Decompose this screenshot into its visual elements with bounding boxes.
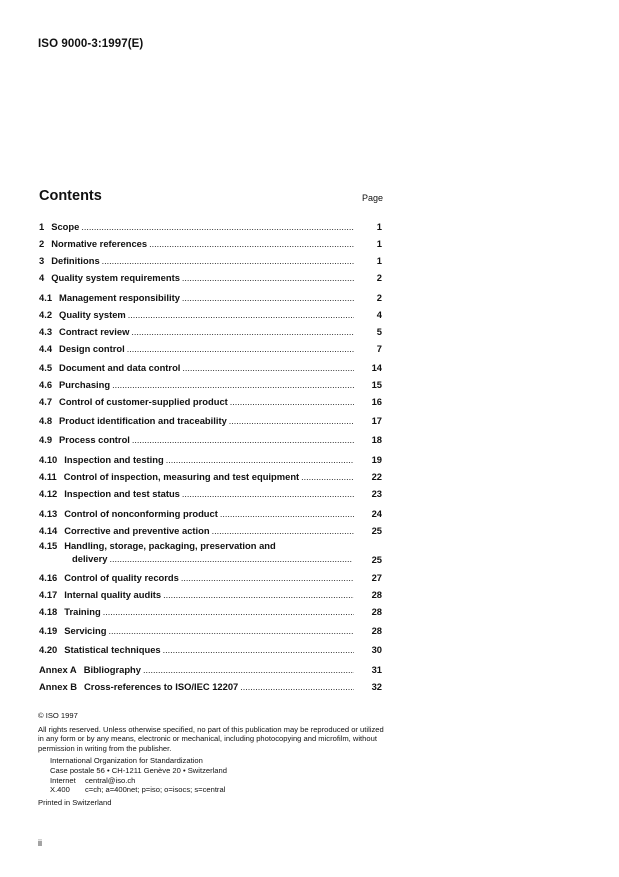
toc-entry-title: Purchasing [59, 379, 111, 390]
toc-entry-page: 25 [371, 525, 382, 536]
toc-entry-number: 4.18 [39, 606, 58, 617]
toc-entry-page: 1 [376, 238, 382, 249]
toc-entry-number: 4.15 [39, 540, 58, 551]
toc-entry-title: Control of nonconforming product [64, 508, 218, 519]
toc-entry-page: 28 [371, 589, 382, 600]
toc-entry-page: 24 [371, 508, 382, 519]
toc-entry-number: 4 [39, 272, 45, 283]
toc-entry-number: 4.1 [39, 292, 53, 303]
toc-entry-page: 1 [376, 255, 382, 266]
toc-entry-number: 4.16 [39, 572, 58, 583]
toc-entry-page: 28 [371, 606, 382, 617]
toc-entry[interactable] [39, 679, 382, 693]
x400-address: c=ch; a=400net; p=iso; o=isocs; s=central [85, 785, 226, 795]
toc-leader-dots [143, 664, 354, 676]
toc-entry-number: 1 [39, 221, 45, 232]
toc-entry[interactable] [39, 469, 382, 483]
toc-entry-number: 3 [39, 255, 45, 266]
toc-entry-title: Design control [59, 343, 125, 354]
toc-leader-dots [182, 488, 354, 500]
toc-entry-number: 4.2 [39, 309, 53, 320]
toc-entry-page: 30 [371, 644, 382, 655]
toc-leader-dots [182, 362, 354, 374]
toc-entry[interactable] [39, 360, 382, 374]
toc-entry-title: Statistical techniques [64, 644, 161, 655]
toc-entry-number: 4.17 [39, 589, 58, 600]
toc-entry-page: 2 [376, 272, 382, 283]
toc-entry[interactable] [39, 523, 382, 537]
toc-entry-page: 23 [371, 488, 382, 499]
toc-leader-dots [229, 415, 354, 427]
organization-address [50, 756, 388, 794]
toc-entry-page: 25 [371, 554, 382, 565]
toc-entry-title: Inspection and test status [64, 488, 180, 499]
toc-leader-dots [163, 644, 354, 656]
toc-entry[interactable] [39, 270, 382, 284]
toc-entry-number: 4.20 [39, 644, 58, 655]
toc-entry[interactable] [39, 432, 382, 446]
toc-entry-number: 4.9 [39, 434, 53, 445]
toc-entry-title: Cross-references to ISO/IEC 12207 [84, 681, 239, 692]
toc-leader-dots [182, 272, 354, 284]
toc-entry-page: 1 [376, 221, 382, 232]
toc-entry-number: Annex B [39, 681, 78, 692]
toc-entry-title-continued: delivery [72, 553, 108, 564]
toc-entry-number: 4.4 [39, 343, 53, 354]
toc-entry-number: Annex A [39, 664, 77, 675]
toc-entry-title: Normative references [51, 238, 148, 249]
toc-entry[interactable] [39, 587, 382, 601]
toc-entry-title: Definitions [51, 255, 100, 266]
toc-entry-page: 28 [371, 625, 382, 636]
toc-entry-number: 4.3 [39, 326, 53, 337]
toc-leader-dots [127, 343, 354, 355]
toc-entry-title: Training [64, 606, 101, 617]
toc-leader-dots [102, 255, 354, 267]
toc-entry-page: 22 [371, 471, 382, 482]
toc-entry-page: 27 [371, 572, 382, 583]
toc-entry-page: 4 [376, 309, 382, 320]
toc-entry-number: 4.5 [39, 362, 53, 373]
x400-label: X.400 [50, 785, 70, 795]
toc-entry-page: 17 [371, 415, 382, 426]
org-postal-address: Case postale 56 • CH-1211 Genève 20 • Switzerland [50, 765, 227, 775]
contents-heading: Contents [39, 188, 102, 204]
toc-leader-dots [81, 221, 354, 233]
toc-entry[interactable] [39, 413, 382, 427]
org-name: International Organization for Standardization [50, 756, 203, 766]
copyright-line: © ISO 1997 [38, 711, 78, 720]
toc-entry-page: 14 [371, 362, 382, 373]
toc-entry[interactable] [39, 341, 382, 355]
toc-entry-page: 16 [371, 396, 382, 407]
toc-entry-title: Quality system requirements [51, 272, 180, 283]
page-column-label: Page [362, 193, 384, 203]
toc-entry-title: Product identification and traceability [59, 415, 227, 426]
toc-entry-title: Control of customer-supplied product [59, 396, 228, 407]
toc-leader-dots [220, 508, 354, 520]
toc-entry-title: Contract review [59, 326, 130, 337]
toc-entry-number: 4.13 [39, 508, 58, 519]
toc-entry-number: 4.12 [39, 488, 58, 499]
toc-leader-dots [112, 379, 354, 391]
copyright-block [38, 711, 388, 807]
toc-entry[interactable] [39, 570, 382, 584]
toc-leader-dots [240, 681, 354, 693]
toc-entry-title: Process control [59, 434, 130, 445]
toc-entry-page: 15 [371, 379, 382, 390]
toc-entry-page: 5 [376, 326, 382, 337]
toc-leader-dots [108, 625, 354, 637]
toc-entry-title: Control of inspection, measuring and test equipment [63, 471, 300, 482]
toc-entry-title: Servicing [64, 625, 107, 636]
toc-entry-title: Management responsibility [59, 292, 180, 303]
toc-entry[interactable] [39, 236, 382, 250]
toc-entry-number: 4.11 [39, 471, 57, 482]
toc-entry-number: 4.10 [39, 454, 58, 465]
toc-leader-dots [109, 553, 352, 565]
toc-entry[interactable] [39, 452, 382, 466]
toc-entry-number: 4.19 [39, 625, 58, 636]
toc-entry-page: 31 [371, 664, 382, 675]
toc-entry[interactable] [39, 219, 382, 233]
internet-address: central@iso.ch [85, 775, 136, 785]
toc-leader-dots [182, 292, 354, 304]
internet-label: Internet [50, 775, 76, 785]
toc-leader-dots [131, 326, 354, 338]
toc-entry[interactable] [39, 307, 382, 321]
toc-entry[interactable] [39, 623, 382, 637]
toc-entry-page: 19 [371, 454, 382, 465]
toc-leader-dots [166, 454, 354, 466]
toc-entry[interactable] [39, 662, 382, 676]
toc-leader-dots [128, 309, 354, 321]
toc-entry-title: Bibliography [83, 664, 141, 675]
toc-entry-page: 32 [371, 681, 382, 692]
toc-leader-dots [103, 606, 354, 618]
toc-leader-dots [230, 396, 354, 408]
toc-entry-title: Scope [51, 221, 80, 232]
toc-entry-title: Document and data control [59, 362, 181, 373]
toc-leader-dots [132, 434, 354, 446]
toc-entry-page: 2 [376, 292, 382, 303]
page-number: ii [38, 838, 42, 848]
toc-entry[interactable] [39, 604, 382, 618]
toc-entry-number: 4.14 [39, 525, 58, 536]
toc-entry[interactable] [39, 540, 382, 566]
toc-entry-title: Control of quality records [64, 572, 179, 583]
toc-entry[interactable] [39, 377, 382, 391]
toc-entry[interactable] [39, 642, 382, 656]
toc-entry[interactable] [39, 324, 382, 338]
toc-entry-title: Handling, storage, packaging, preservation and [64, 540, 276, 551]
toc-leader-dots [149, 238, 354, 250]
toc-entry[interactable] [39, 253, 382, 267]
document-id-header: ISO 9000-3:1997(E) [38, 38, 144, 50]
printed-in: Printed in Switzerland [38, 797, 112, 807]
toc-entry-page: 7 [376, 343, 382, 354]
toc-entry-number: 4.6 [39, 379, 53, 390]
toc-entry[interactable] [39, 506, 382, 520]
toc-entry-title: Quality system [59, 309, 126, 320]
toc-entry-title: Internal quality audits [64, 589, 162, 600]
toc-entry-page: 18 [371, 434, 382, 445]
toc-leader-dots [163, 589, 354, 601]
toc-entry-number: 4.8 [39, 415, 53, 426]
toc-entry-number: 4.7 [39, 396, 53, 407]
toc-entry[interactable] [39, 394, 382, 408]
toc-leader-dots [212, 525, 354, 537]
rights-statement: All rights reserved. Unless otherwise specified, no part of this publication may be reproduced or utilized in any form or by any means, electronic or mechanical, including photocopying and microfilm, without permission in writing from the publisher. [38, 724, 384, 753]
toc-entry-title: Corrective and preventive action [64, 525, 210, 536]
toc-entry-title: Inspection and testing [64, 454, 164, 465]
toc-leader-dots [181, 572, 354, 584]
toc-leader-dots [301, 471, 354, 483]
toc-entry[interactable] [39, 486, 382, 500]
toc-entry[interactable] [39, 290, 382, 304]
toc-entry-number: 2 [39, 238, 45, 249]
